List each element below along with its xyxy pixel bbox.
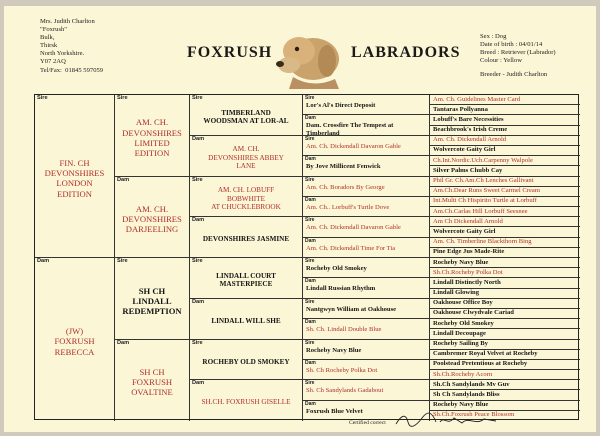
ancestor-name: Rocheby Navy Blue	[433, 258, 489, 266]
ancestor-name: LINDALL WILL SHE	[211, 316, 281, 325]
ancestor-name: DEVONSHIRES JASMINE	[202, 235, 290, 244]
ancestor-name: Lor's Al's Direct Deposit	[306, 102, 376, 109]
ancestor-name: (JW) FOXRUSH REBECCA	[54, 326, 95, 357]
gen2-sire-cell	[115, 258, 190, 340]
ancestor-name: AM. CH. DEVONSHIRES LIMITED EDITION	[122, 117, 182, 158]
ancestor-name: Wolvercote Gaity Girl	[433, 227, 496, 235]
sire-dam-label: Dam	[305, 400, 316, 407]
ancestor-name: Am. Ch. Timberline Blackthorn Bing	[433, 238, 532, 246]
sire-dam-label: Dam	[192, 298, 205, 305]
labrador-head-image	[269, 31, 351, 89]
ancestor-name: Lindall Distinctly North	[433, 278, 501, 286]
ancestor-name: Sh.Ch.Rocheby Polka Dot	[433, 268, 503, 276]
ancestor-name: ROCHEBY OLD SMOKEY	[202, 357, 290, 366]
ancestor-name: Lindall Russian Rhythm	[306, 285, 376, 293]
sire-dam-label: Sire	[192, 339, 203, 346]
ancestor-name: Sh.Ch Sandylands Mv Guv	[433, 380, 510, 388]
sire-dam-label: Sire	[37, 95, 48, 101]
sire-dam-label: Sire	[192, 95, 203, 101]
sire-dam-label: Sire	[305, 217, 315, 224]
ancestor-name: Silver Palms Chubb Cay	[433, 166, 503, 174]
gen1-dam-cell	[35, 258, 115, 421]
gen1-sire-cell	[35, 95, 115, 258]
ancestor-name: Wolvercote Gaity Girl	[433, 146, 496, 154]
gen3-dam-cell	[190, 380, 303, 421]
gen5-ancestor-cell	[430, 380, 580, 390]
sire-dam-label: Sire	[192, 176, 203, 183]
sire-dam-label: Dam	[192, 380, 205, 387]
gen4-sire-cell	[303, 258, 430, 278]
gen5-ancestor-cell	[430, 390, 580, 400]
gen5-ancestor-cell	[430, 177, 580, 187]
gen4-sire-cell	[303, 95, 430, 115]
sire-dam-label: Dam	[305, 319, 316, 326]
gen5-ancestor-cell	[430, 289, 580, 299]
ancestor-name: TIMBERLAND WOODSMAN AT LOR-AL	[203, 108, 289, 126]
sire-dam-label: Sire	[305, 135, 315, 142]
ancestor-name: FIN. CH DEVONSHIRES LONDON EDITION	[44, 158, 105, 199]
ancestor-name: Sh. Ch Rocheby Polka Dot	[306, 366, 378, 374]
gen4-dam-cell	[303, 197, 430, 217]
gen5-ancestor-cell	[430, 105, 580, 115]
sire-dam-label: Sire	[305, 258, 315, 264]
gen5-ancestor-cell	[430, 136, 580, 146]
owner-address-line: Y07 2AQ	[40, 58, 66, 66]
certified-correct: Certified correct	[349, 420, 386, 426]
gen5-ancestor-cell	[430, 278, 580, 288]
ancestor-name: Oakhouse Office Boy	[433, 299, 493, 307]
gen4-sire-cell	[303, 299, 430, 319]
ancestor-name: Am.Ch.Carlas Hill Lorbuff Seesnee	[433, 207, 528, 215]
gen5-ancestor-cell	[430, 309, 580, 319]
gen5-ancestor-cell	[430, 146, 580, 156]
ancestor-name: Am Ch Dickendall Arnold	[433, 217, 503, 225]
gen4-sire-cell	[303, 217, 430, 237]
gen5-ancestor-cell	[430, 238, 580, 248]
sire-dam-label: Dam	[117, 176, 130, 183]
ancestor-name: Beachbrook's Irish Creme	[433, 126, 508, 134]
ancestor-name: LINDALL COURT MASTERPIECE	[216, 271, 276, 289]
gen5-ancestor-cell	[430, 268, 580, 278]
gen2-sire-cell	[115, 95, 190, 177]
sire-dam-label: Sire	[305, 298, 315, 305]
gen4-sire-cell	[303, 380, 430, 400]
ancestor-name: Pine Edge Jus Made-Rite	[433, 248, 505, 256]
ancestor-name: Nantgwyn William at Oakhouse	[306, 305, 397, 313]
pedigree-table	[34, 94, 579, 420]
gen3-dam-cell	[190, 217, 303, 258]
ancestor-name: Foxrush Blue Velvet	[306, 407, 363, 415]
ancestor-name: Phil Gr. Ch.Am.Ch Lenches Gallivant	[433, 177, 534, 184]
ancestor-name: Dam. Crossfire The Tempest at Timberland	[306, 122, 394, 138]
gen5-ancestor-cell	[430, 95, 580, 105]
gen5-ancestor-cell	[430, 115, 580, 125]
ancestor-name: Sh. Ch Sandylands Gadabout	[306, 387, 384, 395]
owner-address-line: North Yorkshire.	[40, 50, 85, 58]
ancestor-name: AM. CH. DEVONSHIRES DARJEELING	[122, 204, 182, 235]
gen3-dam-cell	[190, 299, 303, 340]
ancestor-name: Am. Ch. Dickendall Davaron Gable	[306, 224, 401, 232]
sire-dam-label: Sire	[117, 95, 128, 101]
gen4-sire-cell	[303, 136, 430, 156]
owner-address-line: Bulk,	[40, 34, 55, 42]
dog-info-line: Date of birth : 04/01/14	[480, 41, 543, 48]
gen5-ancestor-cell	[430, 319, 580, 329]
gen5-ancestor-cell	[430, 360, 580, 370]
sire-dam-label: Dam	[305, 196, 316, 203]
sire-dam-label: Dam	[37, 258, 50, 264]
dog-info-line: Breed : Retriever (Labrador)	[480, 49, 556, 56]
ancestor-name: Oakhouse Clwydvale Cariad	[433, 309, 514, 317]
sire-dam-label: Sire	[305, 339, 315, 346]
ancestor-name: SH CH LINDALL REDEMPTION	[122, 285, 182, 316]
ancestor-name: Am.Ch.Dear Runs Sweet Carmel Cream	[433, 187, 540, 195]
gen3-sire-cell	[190, 177, 303, 218]
ancestor-name: SH.CH. FOXRUSH GISELLE	[201, 398, 291, 407]
gen5-ancestor-cell	[430, 329, 580, 339]
gen4-sire-cell	[303, 340, 430, 360]
ancestor-name: Poolstead Pretentious at Rocheby	[433, 360, 528, 368]
gen4-dam-cell	[303, 319, 430, 339]
sire-dam-label: Sire	[117, 258, 128, 264]
ancestor-name: Sh.Ch.Rocheby Acorn	[433, 370, 493, 378]
ancestor-name: Rocheby Navy Blue	[306, 346, 362, 354]
ancestor-name: Int.Multi Ch Hispirito Turtle at Lorbuff	[433, 197, 537, 205]
owner-address-line: "Foxrush"	[40, 26, 67, 34]
sire-dam-label: Dam	[305, 156, 316, 163]
kennel-title-right: LABRADORS	[351, 44, 461, 61]
sire-dam-label: Dam	[305, 278, 316, 285]
owner-address-line: Thirsk	[40, 42, 58, 50]
ancestor-name: Ch.Int.Nordic.Uch.Carpenny Walpole	[433, 156, 533, 164]
ancestor-name: Am. Ch. Dickendall Time For Tia	[306, 244, 396, 252]
gen4-sire-cell	[303, 177, 430, 197]
ancestor-name: Sh Ch Sandylands Bliss	[433, 390, 500, 398]
gen5-ancestor-cell	[430, 217, 580, 227]
gen4-dam-cell	[303, 156, 430, 176]
gen3-dam-cell	[190, 136, 303, 177]
sire-dam-label: Dam	[305, 359, 316, 366]
gen5-ancestor-cell	[430, 258, 580, 268]
sire-dam-label: Dam	[117, 339, 130, 346]
owner-address-line: Tel/Fax: 01845 597059	[40, 66, 104, 74]
gen4-dam-cell	[303, 238, 430, 258]
gen5-ancestor-cell	[430, 156, 580, 166]
ancestor-name: Sh. Ch. Lindall Double Blue	[306, 326, 382, 334]
ancestor-name: Rocheby Sailing By	[433, 340, 488, 347]
dog-info-line: Sex : Dog	[480, 33, 507, 40]
gen5-ancestor-cell	[430, 370, 580, 380]
gen3-sire-cell	[190, 95, 303, 136]
sire-dam-label: Dam	[192, 217, 205, 224]
ancestor-name: Am. Ch. Dickendall Arnold	[433, 136, 507, 144]
ancestor-name: Sh.Ch.Foxrush Peace Blossom	[433, 411, 515, 419]
gen5-ancestor-cell	[430, 126, 580, 136]
sire-dam-label: Dam	[305, 237, 316, 244]
ancestor-name: Lindall Decoupage	[433, 329, 486, 337]
ancestor-name: Lindall Glowing	[433, 289, 479, 297]
gen5-ancestor-cell	[430, 299, 580, 309]
gen5-ancestor-cell	[430, 248, 580, 258]
ancestor-name: By Jove Millicent Fenwick	[306, 163, 381, 171]
gen3-sire-cell	[190, 258, 303, 299]
ancestor-name: Cambremer Royal Velvet at Rocheby	[433, 350, 538, 358]
ancestor-name: Lobuff's Bare Necessities	[433, 115, 504, 123]
gen4-dam-cell	[303, 278, 430, 298]
pedigree-document	[4, 6, 596, 432]
gen5-ancestor-cell	[430, 166, 580, 176]
sire-dam-label: Dam	[192, 135, 205, 142]
kennel-title-left: FOXRUSH	[187, 44, 273, 61]
gen2-dam-cell	[115, 340, 190, 422]
ancestor-name: Rocheby Old Smokey	[433, 319, 494, 327]
ancestor-name: AM. CH. DEVONSHIRES ABBEY LANE	[208, 145, 284, 171]
ancestor-name: Rocheby Old Smokey	[306, 265, 367, 272]
gen5-ancestor-cell	[430, 197, 580, 207]
ancestor-name: Tantaras Pollyanna	[433, 105, 488, 113]
gen5-ancestor-cell	[430, 187, 580, 197]
ancestor-name: Am. Ch.. Lorbuff's Turtle Dove	[306, 203, 390, 211]
dog-info-line: Colour : Yellow	[480, 57, 522, 64]
signature-image	[392, 410, 502, 428]
breeder-line: Breeder - Judith Charlton	[480, 71, 548, 78]
sire-dam-label: Sire	[305, 380, 315, 387]
dog-details	[480, 33, 556, 79]
gen5-ancestor-cell	[430, 207, 580, 217]
ancestor-name: Rocheby Navy Blue	[433, 401, 489, 409]
gen2-dam-cell	[115, 177, 190, 259]
ancestor-name: Am. Ch. Guidelines Master Card	[433, 95, 521, 103]
sire-dam-label: Sire	[192, 258, 203, 264]
sire-dam-label: Dam	[305, 115, 316, 122]
gen3-sire-cell	[190, 340, 303, 381]
ancestor-name: Am. Ch. Dickendall Davaron Gable	[306, 142, 401, 150]
gen5-ancestor-cell	[430, 350, 580, 360]
owner-address-line: Mrs. Judith Charlton	[40, 18, 95, 25]
sire-dam-label: Sire	[305, 95, 315, 101]
sire-dam-label: Sire	[305, 176, 315, 183]
gen5-ancestor-cell	[430, 227, 580, 237]
gen5-ancestor-cell	[430, 340, 580, 350]
owner-address	[40, 18, 103, 75]
gen4-dam-cell	[303, 360, 430, 380]
ancestor-name: AM. CH. LOBUFF BOBWHITE AT CHUCKLEBROOK	[211, 186, 281, 212]
gen4-dam-cell	[303, 115, 430, 138]
ancestor-name: SH CH FOXRUSH OVALTINE	[131, 367, 173, 398]
ancestor-name: Am. Ch. Boradors By George	[306, 183, 385, 191]
